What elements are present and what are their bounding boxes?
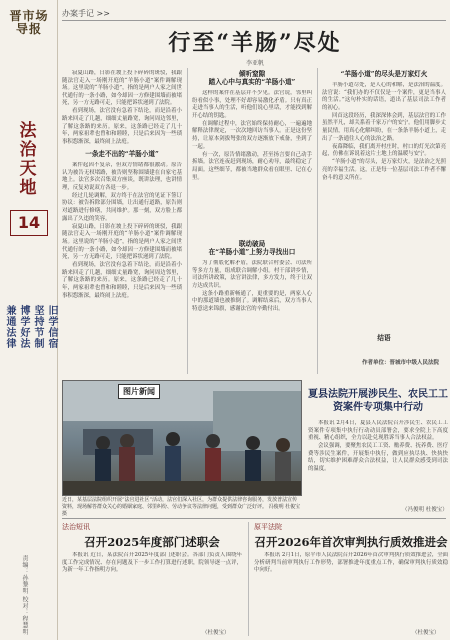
- news3-headline: 召开2025年度部门述职会: [84, 535, 220, 549]
- paragraph: 回首这段经历，我深深体会到，基层法官的工作虽然平凡，却关系着千家万户的安宁。他们用脚步丈量民情，用真心化解纠纷，在一条条羊肠小道上，走出了一条通往人心的法治之路。: [322, 112, 446, 142]
- paragraph: 案件起因不复杂，但双方情绪都很激动。原告认为被告无权堵路，被告则坚称围墙建在自家宅基地上。法官多次召集双方座谈，既讲法理，也讲情理，反复劝说双方各退一步。: [62, 162, 182, 191]
- paragraph: 会议强调，要聚焦农民工工资、赡养费、抚养费、医疗费等涉民生案件，开展集中执行，做到应执尽执、快执快结，切实维护困难群众合法权益，让人民群众感受到司法的温度。: [308, 443, 448, 473]
- article-col1: [62, 70, 182, 148]
- paragraph: 寂夏山路，日影在坡上投下碎碎的斑驳，我跟随法官走入一场刚开庭的“羊肠小道”案件调解现场。这里说的“羊肠小道”，指的是两户人家之间世代通行的一条小路，如今却因一方修建围墙而被堵死，另一方无路可走，只能把诉状递到了法院。: [62, 70, 182, 107]
- news3-tag: 法治短讯: [62, 523, 90, 531]
- paragraph: 本报讯 2月4日，夏县人民法院召开涉民生、农民工工资案件专项集中执行行动动员部署会，要求全院上下高度重视、精心组织，全力以赴兑现胜诉当事人合法权益。: [308, 420, 448, 442]
- motto-line: 博学好法: [18, 305, 29, 349]
- subhead-2: 倾听窒隙 踏入心中与真实的“羊肠小道”: [208, 70, 296, 87]
- motto-block: [4, 305, 57, 349]
- main-headline: 行至“羊肠”尽处: [168, 30, 342, 56]
- paragraph: 羊肠小道尽处，是人心的和解，是法治的温度。法官说：“我们办的不仅仅是一个案件，更是当事人的生活。”这句朴实的话语，道出了基层司法工作者的初心。: [322, 82, 446, 111]
- photo-caption: 近日，某基层法院组织开展“法官进社区”活动，法官们深入社区，为群众提供法律咨询服务，发放普法宣传资料，现场解答群众关心的婚姻家庭、邻里纠纷、劳动争议等法律问题，受到群众广泛好评。 冯俊明 杜俊宝 摄: [62, 497, 301, 517]
- paragraph: 夜幕降临，我们离开村庄时，村口的灯光次第亮起，仿佛在诉说着这片土地上的温暖与安宁。: [322, 143, 446, 158]
- motto-line: 兼通法律: [4, 305, 15, 349]
- article-col2: [192, 90, 312, 238]
- news2-body: [308, 420, 448, 502]
- article-col1b: [62, 162, 182, 370]
- photo-news-label: 图片新闻: [118, 384, 160, 399]
- section-title: [12, 122, 44, 198]
- column-divider: [317, 68, 318, 374]
- paragraph: 本报讯 近日，某法院召开2025年度部门述职会。各部门负责人围绕年度工作完成情况、存在问题及下一步工作打算进行述职，院领导逐一点评，为新一年工作指明方向。: [62, 552, 242, 574]
- motto-line: 坚持节制: [32, 305, 43, 349]
- paragraph: 这条小路重新畅通了，更重要的是，两家人心中的那道墙也被推倒了。调解结束后，双方当事人特意送来锦旗，感谢法官的辛勤付出。: [192, 290, 312, 313]
- column-divider: [187, 68, 188, 374]
- section-title-text: 法治天地: [19, 121, 37, 198]
- column-divider: [248, 522, 249, 636]
- paragraph: 看到现场，法官没有急着下结论，而是沿着小路来回走了几趟，细细丈量路宽，询问周边邻里，了解这条路的来历。原来，这条路已经走了几十年，两家祖辈也曾和和睦睦，只是后来因为一些琐事积怨渐深，最终闹上法庭。: [62, 262, 182, 299]
- column-head: 办案手记 >>: [62, 9, 110, 18]
- photo-scene: [63, 381, 302, 496]
- left-sidebar: [0, 0, 58, 640]
- subhead-conclusion: 结语: [377, 334, 391, 342]
- byline: 李亚帆: [245, 60, 264, 67]
- article-col2b: [192, 260, 312, 372]
- paragraph: 看到现场，法官没有急着下结论，而是沿着小路来回走了几趟，细细丈量路宽，询问周边邻里，了解这条路的来历。原来，这条路已经走了几十年，两家祖辈也曾和和睦睦，只是后来因为一些琐事积怨渐深，最终闹上法庭。: [62, 108, 182, 145]
- paragraph: 寂夏山路，日影在坡上投下碎碎的斑驳，我跟随法官走入一场刚开庭的“羊肠小道”案件调解现场。这里说的“羊肠小道”，指的是两户人家之间世代通行的一条小路，如今却因一方修建围墙而被堵死，另一方无路可走，只能把诉状递到了法院。: [62, 223, 182, 261]
- editor-credit: 责编：孙黎明 校对：程慧明: [21, 555, 28, 636]
- page-number: 14: [10, 210, 48, 236]
- news4-headline: 召开2026年首次审判执行质效推进会: [254, 535, 448, 549]
- news4-tag: 原平法院: [254, 523, 282, 531]
- news2-credit: （冯俊明 杜俊宝）: [402, 507, 448, 513]
- paragraph: 经过几轮调解，双方终于在法官的见证下签订协议：被告拆除部分围墙，让出通行道路，原告则对道路进行修缮，共同维护。那一刻，双方脸上都露出了久违的笑容。: [62, 192, 182, 222]
- masthead: [4, 10, 54, 36]
- paragraph: 在调解过程中，法官始终保持耐心，一遍遍地解释法律规定，一次次地回访当事人。正是这份坚持，让原本剑拔弩张的双方逐渐放下戒备，坐到了一起。: [192, 120, 312, 150]
- subhead-3: 联动破局 在“羊肠小道”上努力寻找出口: [208, 240, 296, 257]
- news4-credit: （杜俊宝）: [412, 630, 440, 636]
- news4-body: [254, 552, 448, 634]
- subhead-1: 一条走不出的“羊肠小道”: [85, 150, 159, 158]
- news3-body: [62, 552, 242, 634]
- news-photo: [62, 380, 302, 496]
- paragraph: 有一次，原告情绪激动，甚至扬言要自己动手拆墙。法官连夜赶到现场，耐心劝导，最终稳定了局面。这些细节，都被当地群众看在眼里、记在心里。: [192, 151, 312, 181]
- main-content: [62, 0, 448, 640]
- news3-credit: （杜俊宝）: [202, 630, 230, 636]
- top-rule: [62, 20, 446, 21]
- paragraph: “羊肠小道”的尽头，是万家灯火，是法治之光照亮的幸福生活。这，正是每一位基层司法工作者不懈奋斗的意义所在。: [322, 159, 446, 181]
- bottom-rule: [62, 518, 446, 519]
- paragraph: 本报讯 2月1日，原平市人民法院召开2026年首次审判执行质效推进会，全面分析研判当前审判执行工作形势，部署推进年度重点工作，确保审判执行质效稳中向好。: [254, 552, 448, 574]
- subhead-4: “羊肠小道”的尽头是万家灯火: [340, 70, 428, 78]
- article-col3: [322, 82, 446, 332]
- news2-headline: 夏县法院开展涉民生、农民工工资案件专项集中行动: [308, 389, 448, 413]
- author-affiliation: 作者单位：晋城市中级人民法院: [362, 360, 440, 366]
- paragraph: 为了彻底化解矛盾，法院联合村委会、司法所等多方力量，组成联合调解小组。村干部讲乡情，司法所讲政策，法官讲法律，多方发力，终于让双方达成共识。: [192, 260, 312, 289]
- masthead-name: 晋市场导报: [9, 9, 49, 36]
- motto-line: 旧学信宿: [46, 305, 57, 349]
- paragraph: 这样的案件在基层并不少见。法官说，邻里纠纷看似小事，处理不好却容易激化矛盾。只有真正走进当事人的生活，听他们说心里话，才能找到解开心结的钥匙。: [192, 90, 312, 119]
